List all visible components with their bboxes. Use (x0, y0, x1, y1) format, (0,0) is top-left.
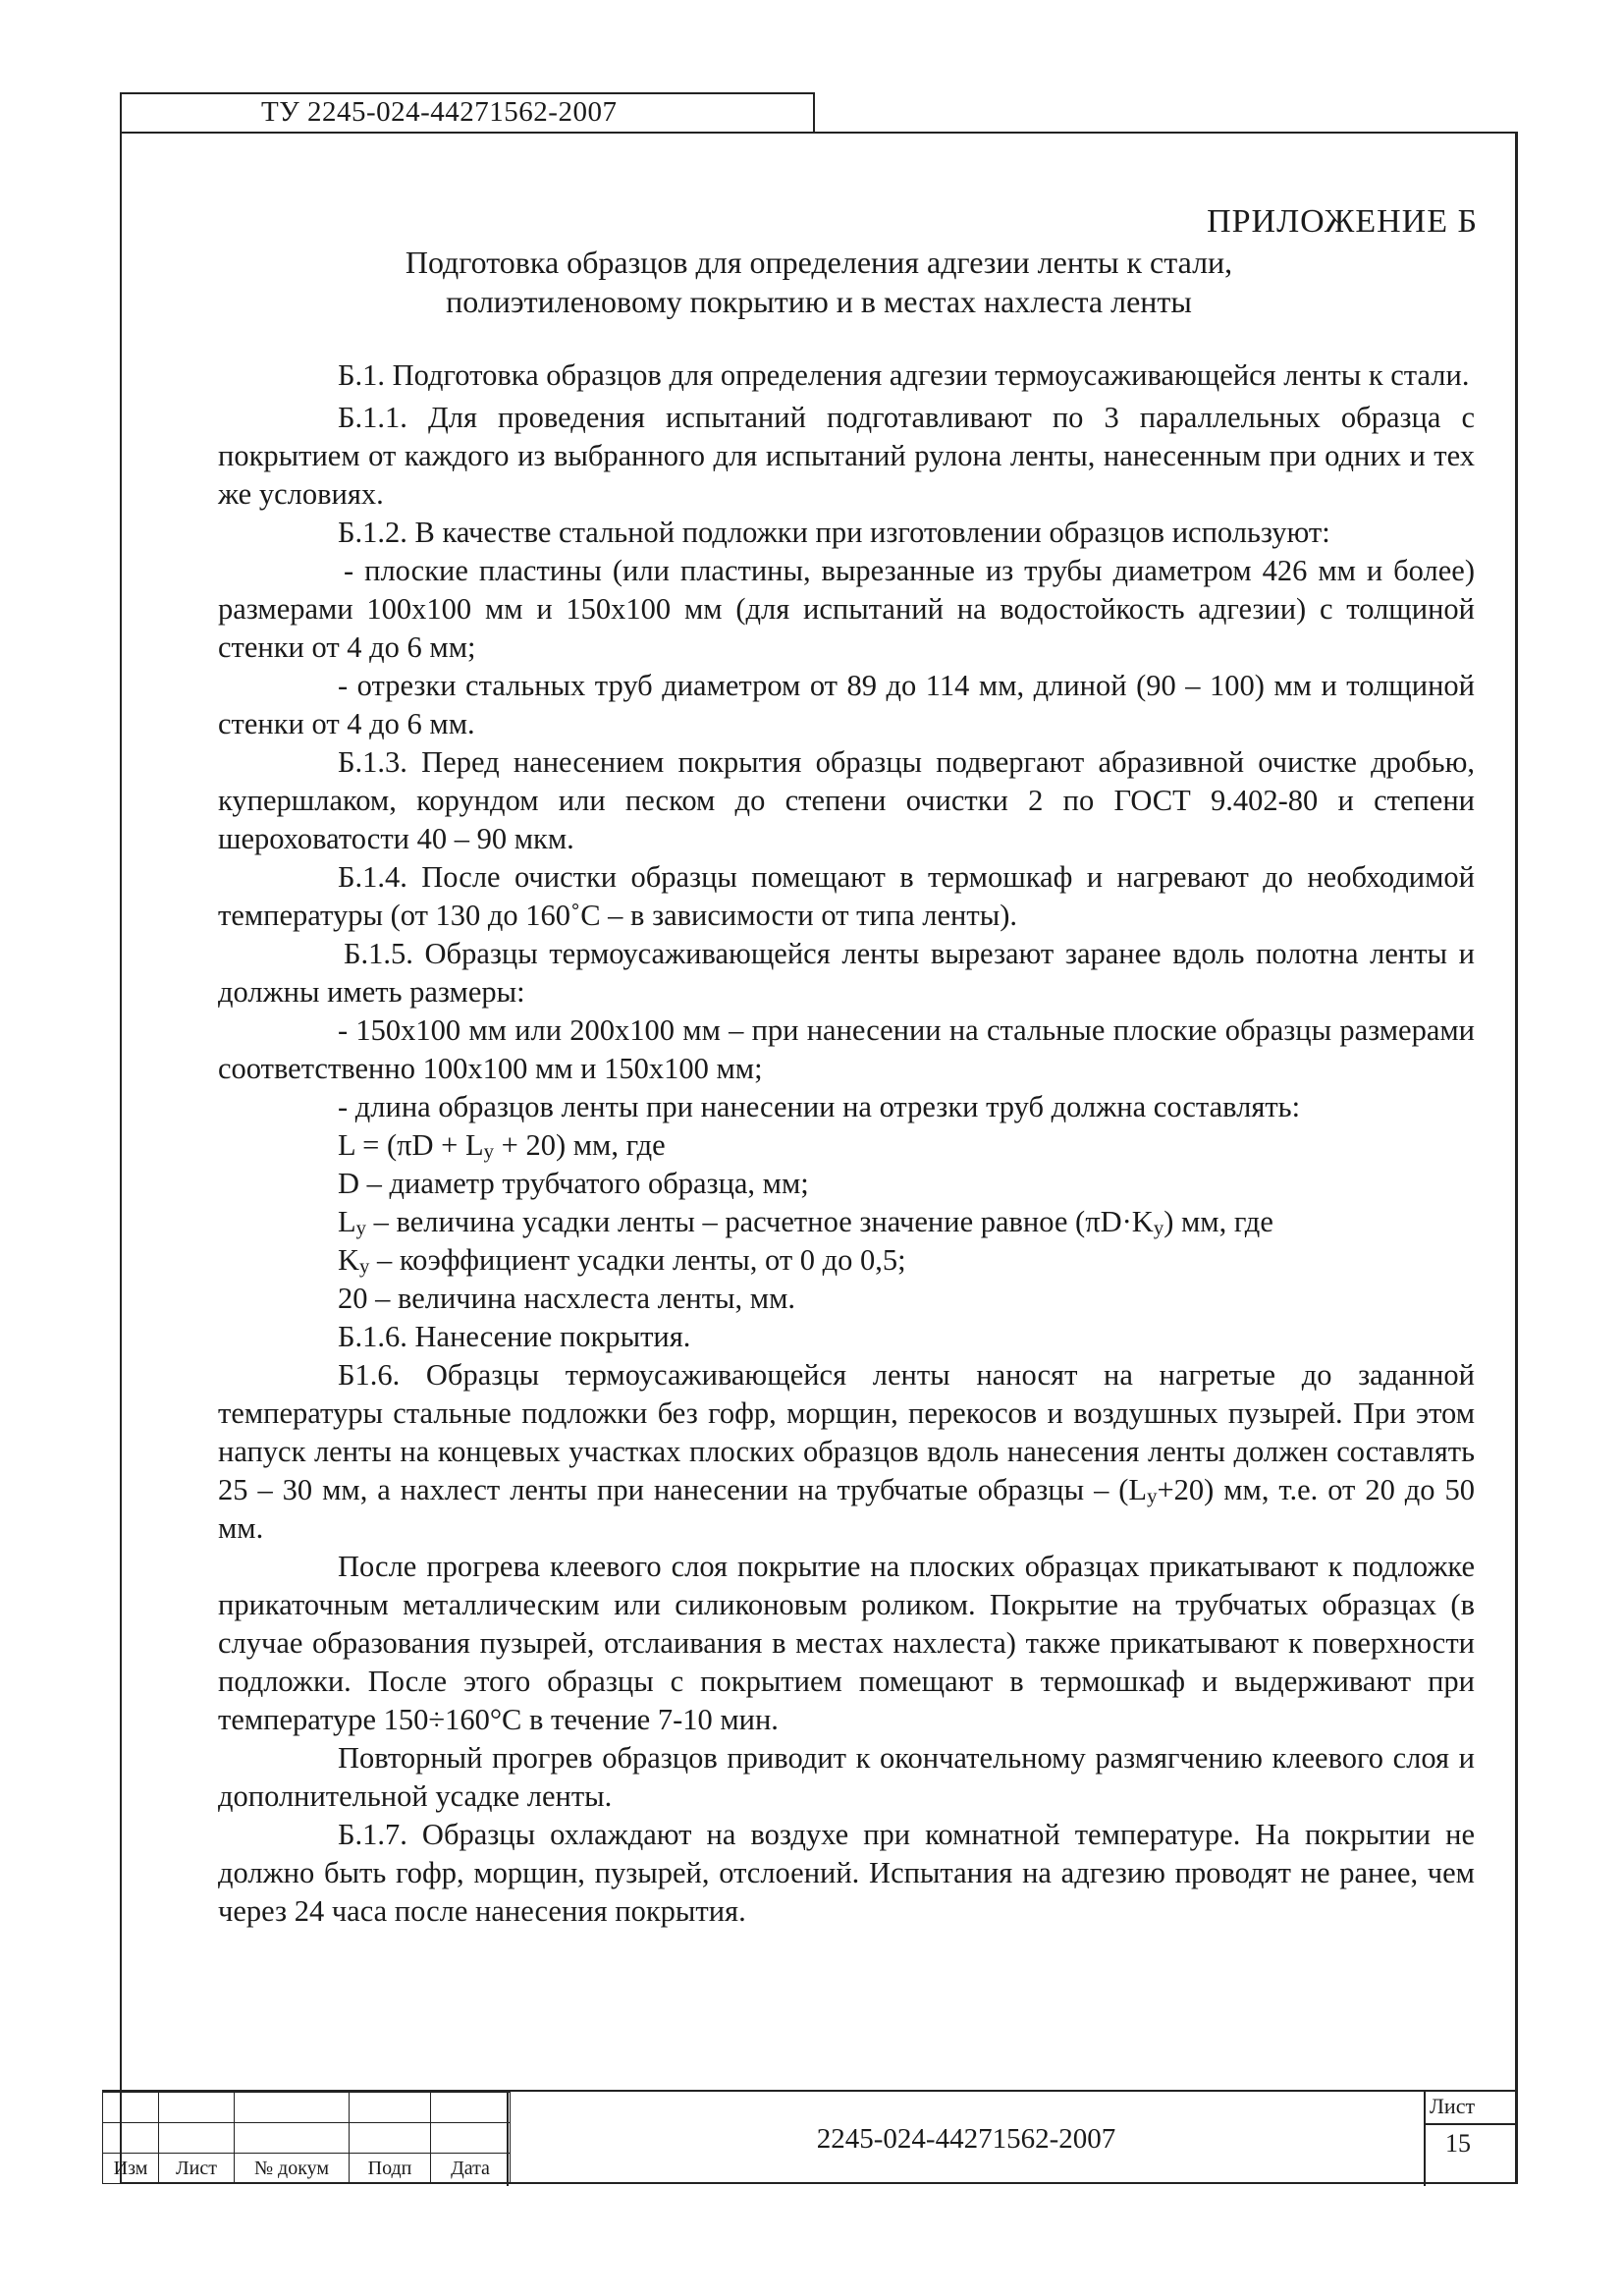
paragraph-b1-7: Б.1.7. Образцы охлаждают на воздухе при комнатной температуре. На покрытии не должно быть гофр, морщин, пузырей, отслоений. Испытания на адгезию проводят не ранее, чем через 24 часа после нанесения покрытия. (218, 1818, 1475, 1928)
col-izm-label: Изм (103, 2154, 159, 2184)
paragraph-rolling: После прогрева клеевого слоя покрытие на плоских образцах прикатывают к подложке прикаточным металлическим или силиконовым роликом. Покрытие на трубчатых образцах (в случае образования пузырей, отслаивания в местах нахлеста) также прикатывают к поверхности подложки. После этого образцы с покрытием помещают в термошкаф и выдерживают при температуре 150÷160°С в течение 7-10 мин. (218, 1550, 1475, 1736)
paragraph-b1-6-heading: Б.1.6. Нанесение покрытия. (338, 1320, 691, 1353)
header-doc-code: ТУ 2245-024-44271562-2007 (261, 96, 618, 128)
paragraph-b1-1: Б.1.1. Для проведения испытаний подготавливают по 3 параллельных образца с покрытием от каждого из выбранного для испытаний рулона ленты, нанесенным при одних и тех же условиях. (218, 401, 1475, 511)
paragraph-plates: - плоские пластины (или пластины, вырезанные из трубы диаметром 426 мм и более) размерами 100х100 мм и 150х100 мм (для испытаний на водостойкость адгезии) с толщиной стенки от 4 до 6 мм; (218, 554, 1475, 664)
title-line-1: Подготовка образцов для определения адгезии ленты к стали, (405, 245, 1233, 280)
paragraph-b1-6: Б1.6. Образцы термоусаживающейся ленты наносят на нагретые до заданной температуры стальные подложки без гофр, морщин, перекосов и воздушных пузырей. При этом напуск ленты на концевых участках плоских образцов вдоль нанесения ленты должен составлять 25 – 30 мм, а нахлест ленты при нанесении на трубчатые образцы – $(L_y+20)$ мм, т.е. от 20 до 50 мм. (218, 1358, 1475, 1545)
paragraph-b1-4: Б.1.4. После очистки образцы помещают в термошкаф и нагревают до необходимой температуры (от 130 до 160˚С – в зависимости от типа ленты). (218, 860, 1475, 932)
paragraph-pipes: - отрезки стальных труб диаметром от 89 до 114 мм, длиной (90 – 100) мм и толщиной стенки от 4 до 6 мм. (218, 669, 1475, 740)
title-block-doc-code: 2245-024-44271562-2007 (507, 2092, 1424, 2186)
paragraph-b1: Б.1. Подготовка образцов для определения адгезии термоусаживающейся ленты к стали. (338, 358, 1470, 392)
paragraph-sizes: - 150х100 мм или 200х100 мм – при нанесении на стальные плоские образцы размерами соответственно 100х100 мм и 150х100 мм; (218, 1013, 1475, 1085)
header-doc-box (120, 92, 815, 132)
paragraph-b1-5: Б.1.5. Образцы термоусаживающейся ленты вырезают заранее вдоль полотна ленты и должны иметь размеры: (218, 937, 1475, 1009)
sheet-label: Лист (1430, 2094, 1476, 2118)
sheet-number: 15 (1445, 2129, 1471, 2158)
sheet-divider (1426, 2123, 1518, 2125)
formula-shrink: $L_y$ – величина усадки ленты – расчетное значение равное $(\pi D\cdot K_y)$ мм, где (338, 1205, 1273, 1239)
document-body (218, 356, 1475, 1931)
formula-overlap: 20 – величина насхлеста ленты, мм. (338, 1282, 795, 1315)
formula-coefficient: $K_y$ – коэффициент усадки ленты, от 0 до 0,5; (338, 1243, 906, 1278)
paragraph-b1-3: Б.1.3. Перед нанесением покрытия образцы подвергают абразивной очистке дробью, купершлаком, корундом или песком до степени очистки 2 по ГОСТ 9.402-80 и степени шероховатости 40 – 90 мкм. (218, 745, 1475, 855)
revision-table (102, 2092, 511, 2184)
col-podp-label: Подп (350, 2154, 431, 2184)
sheet-box (1424, 2092, 1518, 2186)
col-doc-label: № докум (235, 2154, 350, 2184)
paragraph-b1-2: Б.1.2. В качестве стальной подложки при изготовлении образцов используют: (338, 516, 1330, 549)
formula-length: $L = (\pi D + L_y + 20)$ мм, где (338, 1128, 666, 1163)
col-date-label: Дата (431, 2154, 511, 2184)
appendix-label: ПРИЛОЖЕНИЕ Б (1207, 203, 1478, 240)
title-line-2: полиэтиленовому покрытию и в местах нахлеста ленты (446, 284, 1192, 319)
formula-diameter: D – диаметр трубчатого образца, мм; (338, 1167, 809, 1200)
paragraph-reheat: Повторный прогрев образцов приводит к окончательному размягчению клеевого слоя и дополнительной усадке ленты. (218, 1741, 1475, 1813)
paragraph-length: - длина образцов ленты при нанесении на отрезки труб должна составлять: (338, 1090, 1301, 1123)
col-list-label: Лист (159, 2154, 235, 2184)
title-block (102, 2090, 1518, 2184)
